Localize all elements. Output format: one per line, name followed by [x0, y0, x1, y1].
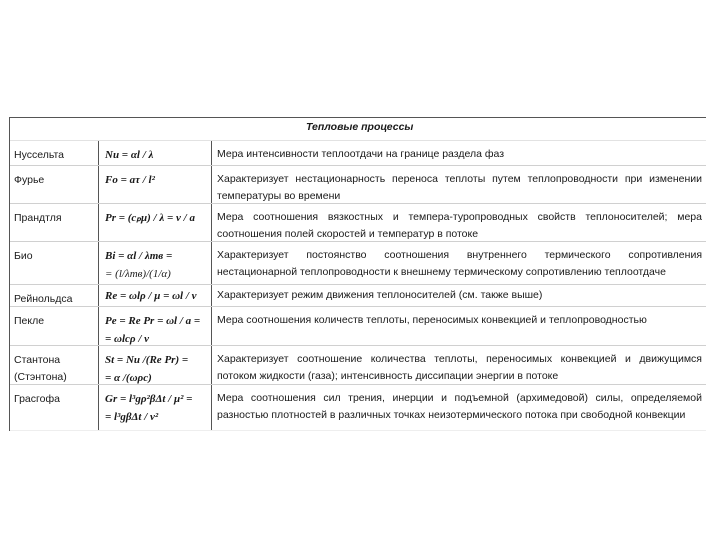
- criterion-formula: [98, 242, 212, 284]
- criterion-name-text: Био: [14, 250, 33, 262]
- criterion-description: Характеризует нестационарность переноса теплоты путем теплопроводности при изменении температуры во времени: [217, 173, 702, 202]
- criterion-formula: [98, 285, 212, 306]
- heat-processes-table: [9, 117, 706, 431]
- criterion-formula: [98, 141, 212, 165]
- table-title-row: [10, 118, 706, 141]
- table-title: Тепловые процессы: [306, 121, 414, 133]
- criterion-description: Мера соотношения вязкостных и темпера-туропроводных свойств теплоносителей; мера соотношения полей скоростей и температур в потоке: [217, 211, 702, 240]
- table-row-biot: [10, 242, 706, 285]
- criterion-name-text: Прандтля: [14, 212, 62, 224]
- formula-line: Pr = (cₚμ) / λ = ν / a: [105, 212, 195, 224]
- criterion-name: [10, 307, 98, 345]
- criterion-name: [10, 385, 98, 430]
- criterion-formula: [98, 346, 212, 384]
- formula-line: Nu = αl / λ: [105, 149, 154, 161]
- criterion-description: Мера соотношения количеств теплоты, переносимых конвекцией и теплопроводностью: [217, 314, 647, 326]
- criterion-name-text: Грасгофа: [14, 393, 60, 405]
- criterion-formula: [98, 204, 212, 241]
- criterion-description: Мера интенсивности теплоотдачи на границе раздела фаз: [217, 148, 505, 160]
- criterion-alt-name-text: (Стэнтона): [14, 371, 67, 383]
- formula-line: Fo = aτ / l²: [105, 174, 155, 186]
- criterion-name: [10, 346, 98, 384]
- criterion-name-text: Стантона: [14, 354, 61, 366]
- formula-line: = l³gβΔt / ν²: [105, 411, 159, 423]
- criterion-formula: [98, 166, 212, 203]
- table-row-fourier: [10, 166, 706, 204]
- criterion-name: [10, 242, 98, 284]
- formula-line: Gr = l³gρ²βΔt / μ² =: [105, 393, 193, 405]
- criterion-name-text: Фурье: [14, 174, 45, 186]
- criterion-description: Характеризует соотношение количества теплоты, переносимых конвекцией и движущимся потоком жидкости (газа); интенсивность диссипации энергии в потоке: [217, 353, 702, 382]
- table-row-peclet: [10, 307, 706, 346]
- table-row-stanton: [10, 346, 706, 385]
- criterion-name-text: Нуссельта: [14, 149, 65, 161]
- formula-line: St = Nu /(Re Pr) =: [105, 354, 189, 366]
- criterion-description: Мера соотношения сил трения, инерции и подъемной (архимедовой) силы, определяемой разностью плотностей в различных точках неизотермического потока при свободной конвекции: [217, 392, 702, 421]
- criterion-formula: [98, 385, 212, 430]
- criterion-name-text: Рейнольдса: [14, 293, 73, 305]
- criterion-description: Характеризует постоянство соотношения внутреннего термического сопротивления нестационарной теплопроводности к внешнему термическому сопротивлению теплоотдаче: [217, 249, 702, 278]
- criterion-description: Характеризует режим движения теплоносителей (см. также выше): [217, 289, 543, 301]
- criterion-name: [10, 141, 98, 165]
- formula-line: = α /(ωρc): [105, 372, 152, 384]
- formula-line: Re = ωlρ / μ = ωl / ν: [105, 290, 197, 302]
- criterion-name: [10, 285, 98, 306]
- formula-line: Bi = αl / λтв =: [105, 250, 173, 262]
- formula-line: = ωlcρ / ν: [105, 333, 150, 345]
- table-row-nusselt: [10, 141, 706, 166]
- criterion-name: [10, 204, 98, 241]
- table-row-reynolds: [10, 285, 706, 307]
- table-row-grashof: [10, 385, 706, 431]
- criterion-formula: [98, 307, 212, 345]
- criterion-name-text: Пекле: [14, 315, 45, 327]
- table-row-prandtl: [10, 204, 706, 242]
- formula-line: Pe = Re Pr = ωl / a =: [105, 315, 201, 327]
- criterion-name: [10, 166, 98, 203]
- formula-line: = (l/λтв)/(1/α): [105, 268, 171, 280]
